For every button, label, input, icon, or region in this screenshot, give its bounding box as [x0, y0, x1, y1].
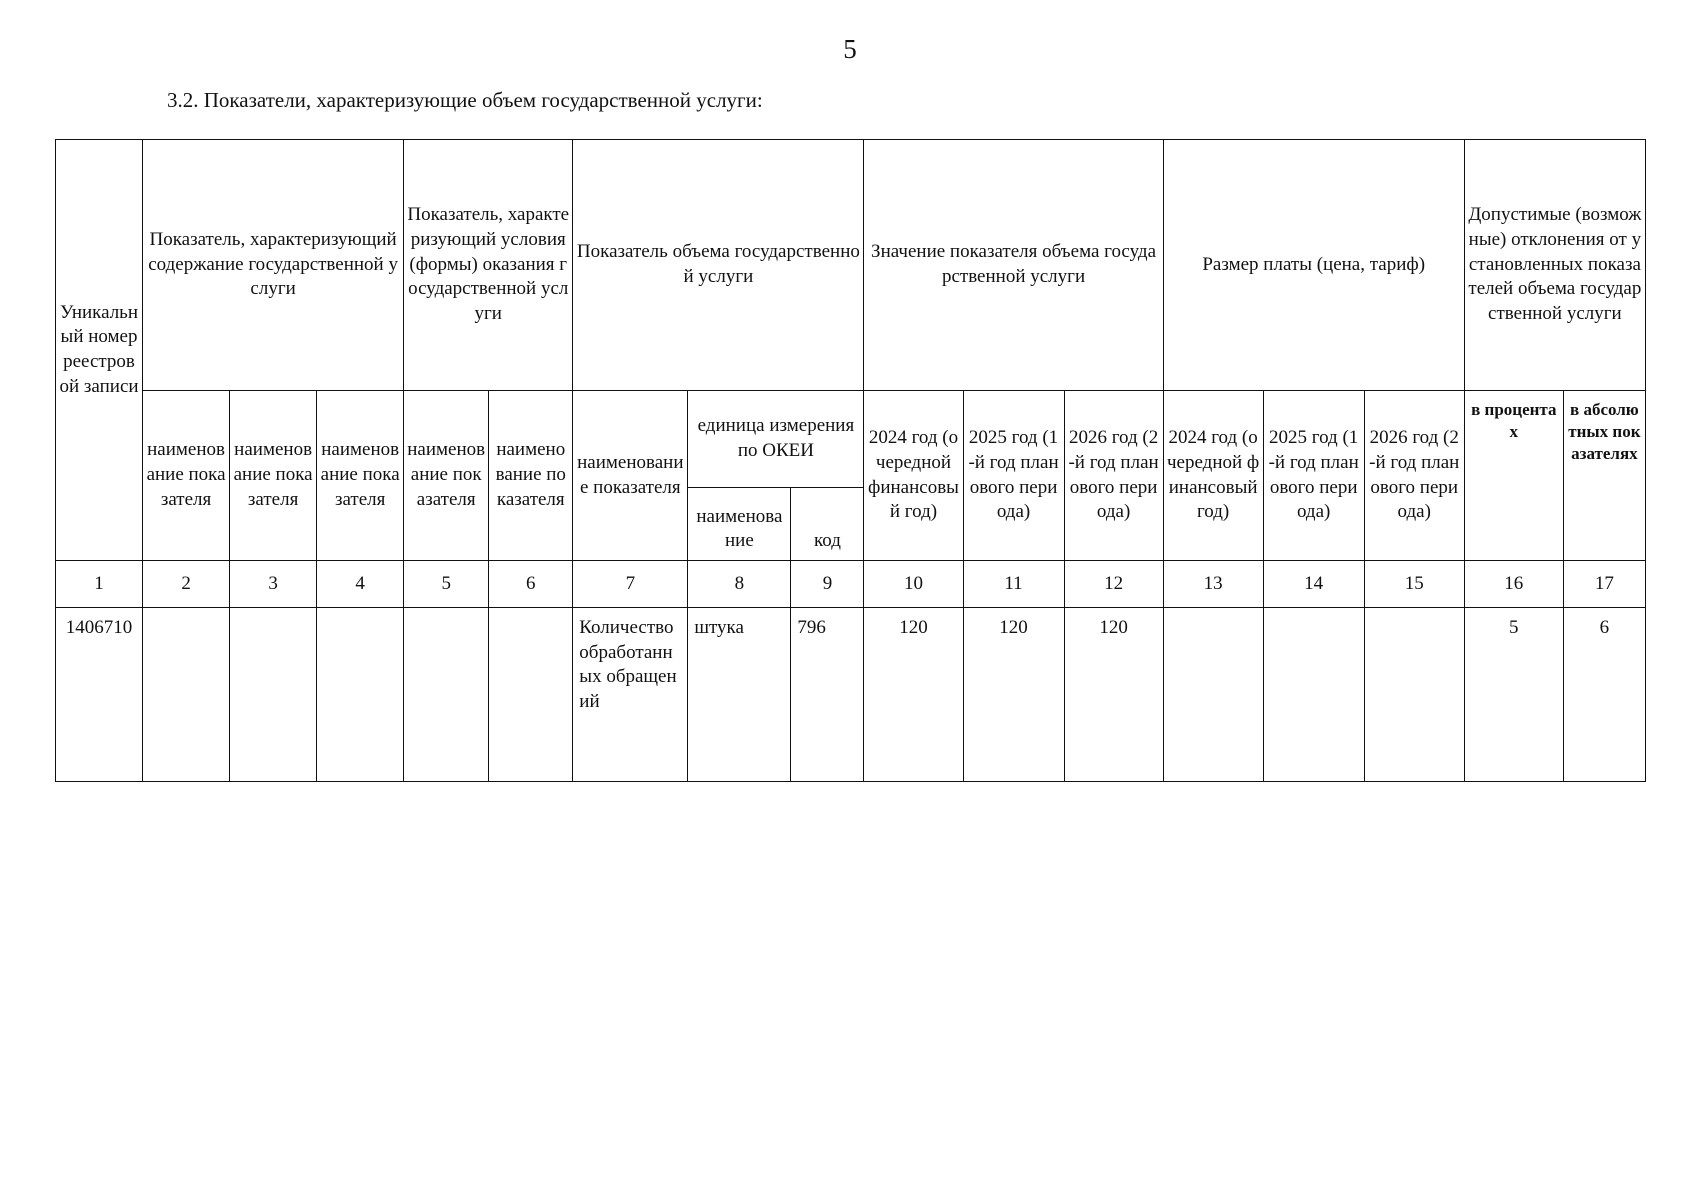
- indicators-table-wrapper: [55, 139, 1646, 782]
- column-number: 12: [1064, 561, 1163, 608]
- section-title: 3.2. Показатели, характеризующие объем государственной услуги:: [167, 88, 763, 112]
- column-number: 9: [791, 561, 864, 608]
- header-unit-okei: единица измерения по ОКЕИ: [688, 391, 864, 488]
- cell-indicator-name: Количество обработанных обращений: [573, 608, 688, 782]
- cell-unit-code: 796: [791, 608, 864, 782]
- header-2026-fee: 2026 год (2-й год планового периода): [1364, 391, 1464, 561]
- header-name-indicator-5: наименование показателя: [489, 391, 573, 561]
- header-name-indicator-7: наименование показателя: [573, 391, 688, 561]
- column-number: 3: [230, 561, 317, 608]
- cell-content-1: [143, 608, 230, 782]
- column-number: 4: [317, 561, 404, 608]
- column-number: 13: [1163, 561, 1263, 608]
- header-2026-value: 2026 год (2-й год планового периода): [1064, 391, 1163, 561]
- cell-content-2: [230, 608, 317, 782]
- column-number: 1: [56, 561, 143, 608]
- header-2024-value: 2024 год (очередной финансовый год): [864, 391, 963, 561]
- header-name-indicator-4: наименование показателя: [404, 391, 489, 561]
- cell-fee-2025: [1263, 608, 1364, 782]
- header-volume-value: Значение показателя объема государственной услуги: [864, 140, 1163, 391]
- cell-condition-1: [404, 608, 489, 782]
- cell-unit-name: штука: [688, 608, 791, 782]
- cell-value-2024: 120: [864, 608, 963, 782]
- cell-deviation-percent: 5: [1464, 608, 1563, 782]
- column-number: 16: [1464, 561, 1563, 608]
- column-number: 7: [573, 561, 688, 608]
- header-name-indicator-2: наименование показателя: [230, 391, 317, 561]
- cell-fee-2026: [1364, 608, 1464, 782]
- header-name-indicator-1: наименование показателя: [143, 391, 230, 561]
- column-number: 6: [489, 561, 573, 608]
- column-number: 15: [1364, 561, 1464, 608]
- header-name-indicator-3: наименование показателя: [317, 391, 404, 561]
- cell-deviation-absolute: 6: [1563, 608, 1645, 782]
- column-number: 2: [143, 561, 230, 608]
- column-numbers-row: [56, 561, 1646, 608]
- column-number: 17: [1563, 561, 1645, 608]
- header-volume-indicator: Показатель объема государственной услуги: [573, 140, 864, 391]
- header-in-absolute: в абсолютных показателях: [1563, 391, 1645, 561]
- header-2024-fee: 2024 год (очередной финансовый год): [1163, 391, 1263, 561]
- header-unit-name: наименование: [688, 488, 791, 561]
- cell-condition-2: [489, 608, 573, 782]
- header-content-indicator: Показатель, характеризующий содержание государственной услуги: [143, 140, 404, 391]
- header-2025-value: 2025 год (1-й год планового периода): [963, 391, 1064, 561]
- volume-indicators-table: [55, 139, 1646, 782]
- column-number: 14: [1263, 561, 1364, 608]
- header-unique-number: Уникальный номер реестровой записи: [56, 140, 143, 561]
- cell-value-2026: 120: [1064, 608, 1163, 782]
- column-number: 5: [404, 561, 489, 608]
- header-conditions-indicator: Показатель, характеризующий условия (формы) оказания государственной услуги: [404, 140, 573, 391]
- table-row: [56, 608, 1646, 782]
- cell-value-2025: 120: [963, 608, 1064, 782]
- header-2025-fee: 2025 год (1-й год планового периода): [1263, 391, 1364, 561]
- header-deviations: Допустимые (возможные) отклонения от установленных показателей объема государственной услуги: [1464, 140, 1645, 391]
- column-number: 10: [864, 561, 963, 608]
- header-row-groups: [56, 140, 1646, 391]
- page-number: 5: [843, 34, 857, 64]
- header-unit-code: код: [791, 488, 864, 561]
- header-in-percent: в процентах: [1464, 391, 1563, 561]
- header-fee: Размер платы (цена, тариф): [1163, 140, 1464, 391]
- cell-content-3: [317, 608, 404, 782]
- column-number: 8: [688, 561, 791, 608]
- cell-unique-number: 1406710: [56, 608, 143, 782]
- column-number: 11: [963, 561, 1064, 608]
- header-row-sub: [56, 391, 1646, 488]
- cell-fee-2024: [1163, 608, 1263, 782]
